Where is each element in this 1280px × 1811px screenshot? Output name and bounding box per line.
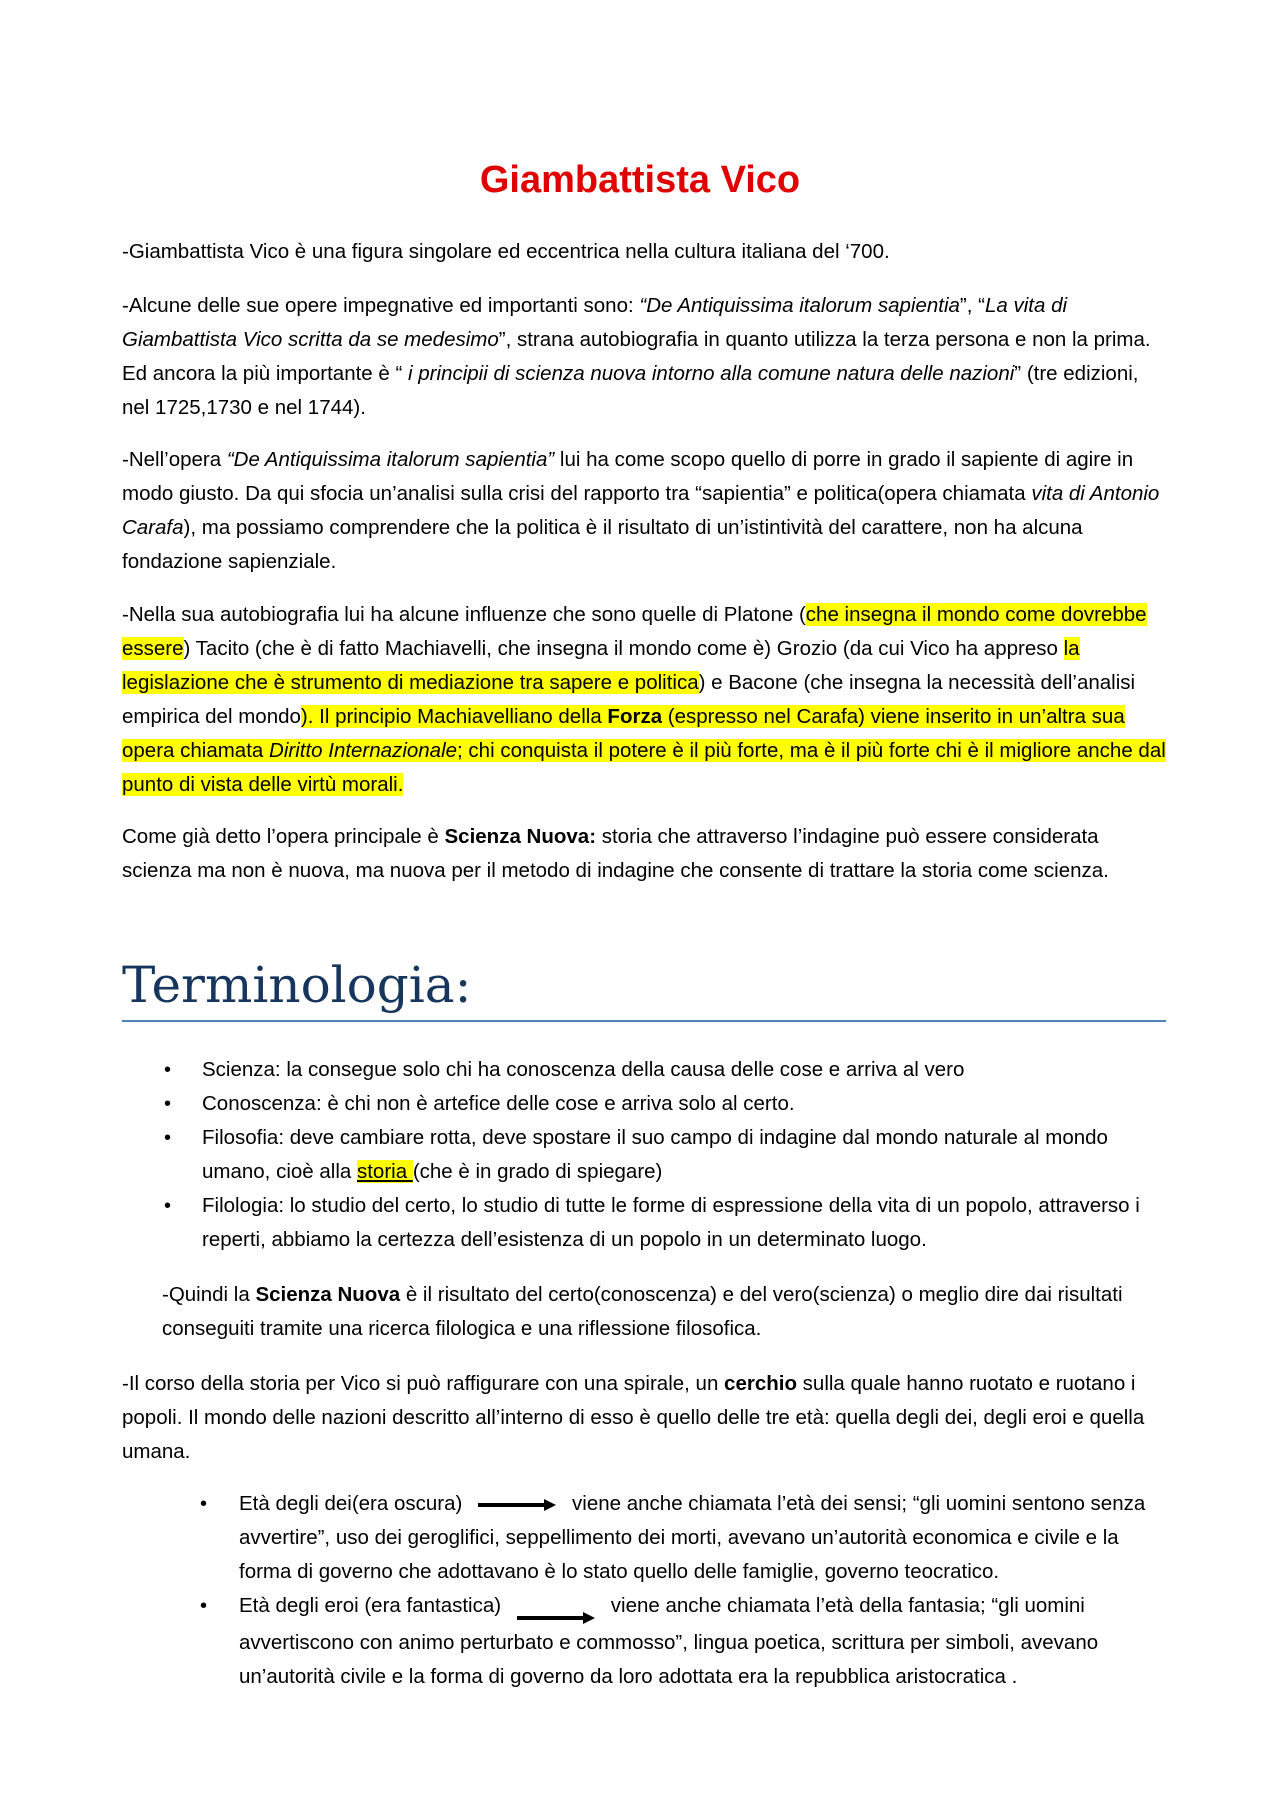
- text-run: ) Tacito (che è di fatto Machiavelli, che insegna il mondo come è) Grozio (da cui Vico ha appreso: [183, 637, 1064, 660]
- terminology-list: [122, 1053, 1172, 1257]
- italic-title: “De Antiquissima italorum sapientia: [639, 294, 960, 317]
- list-item: [122, 1087, 1172, 1121]
- highlighted-italic-text: Diritto Internazionale: [269, 739, 458, 762]
- list-item: [122, 1589, 1172, 1694]
- highlighted-text: che insegna il mondo come dovrebbe essere: [122, 603, 1147, 660]
- list-item-text: Filologia: lo studio del certo, lo studio di tutte le forme di espressione della vita di un popolo, attraverso i reperti, abbiamo la certezza dell’esistenza di un popolo in un determinato luogo.: [202, 1194, 1140, 1251]
- text-run: -Nell’opera: [122, 448, 227, 471]
- bold-text: Scienza Nuova: [255, 1283, 401, 1306]
- italic-title: La vita di Giambattista Vico scritta da se medesimo: [122, 294, 1068, 351]
- age-label: Età degli eroi (era fantastica): [239, 1594, 502, 1617]
- italic-title: i principii di scienza nuova intorno alla comune natura delle nazioni: [408, 362, 1015, 385]
- text-run: -Nella sua autobiografia lui ha alcune influenze che sono quelle di Platone (: [122, 603, 806, 626]
- age-label: Età degli dei(era oscura): [239, 1492, 463, 1515]
- text-run: lui ha come scopo quello di porre in grado il sapiente di agire in modo giusto. Da qui sfocia un’analisi sulla crisi del rapporto tra “sapientia” e politica(opera chiamata: [122, 448, 1134, 505]
- paragraph-intro: [122, 235, 1167, 269]
- section-heading: Terminologia:: [122, 956, 472, 1014]
- list-item-text: (che è in grado di spiegare): [412, 1160, 663, 1183]
- highlighted-bold-text: Forza: [607, 705, 663, 728]
- paragraph-conclusion: [162, 1278, 1167, 1346]
- bullet-icon: •: [164, 1195, 172, 1217]
- ages-list: [122, 1487, 1172, 1694]
- italic-title: “De Antiquissima italorum sapientia”: [226, 448, 555, 471]
- list-item-text: Scienza: la consegue solo chi ha conoscenza della causa delle cose e arriva al vero: [202, 1058, 965, 1081]
- arrow-right-icon: [515, 1596, 597, 1626]
- bullet-icon: •: [200, 1493, 208, 1515]
- text-run: -Alcune delle sue opere impegnative ed importanti sono:: [122, 294, 640, 317]
- highlighted-text: ). Il principio Machiavelliano della: [300, 705, 608, 728]
- list-item: [122, 1121, 1172, 1189]
- bullet-icon: •: [164, 1093, 172, 1115]
- arrow-right-icon: [476, 1497, 558, 1513]
- paragraph-antiquissima: [122, 443, 1167, 579]
- bullet-icon: •: [164, 1127, 172, 1149]
- list-item: [122, 1487, 1172, 1589]
- heading-underline: [122, 1020, 1166, 1022]
- text-run: ”, strana autobiografia in quanto utilizza la terza persona e non la prima. Ed ancora la più importante è “: [122, 328, 1151, 385]
- paragraph-works: [122, 289, 1167, 425]
- list-item: [122, 1189, 1172, 1257]
- list-item-text: Conoscenza: è chi non è artefice delle cose e arriva solo al certo.: [202, 1092, 795, 1115]
- paragraph-history-course: [122, 1367, 1167, 1469]
- text-run: ”, “: [959, 294, 985, 317]
- age-description: viene anche chiamata l’età della fantasia; “gli uomini avvertiscono con animo perturbato e commosso”, lingua poetica, scrittura per simboli, avevano un’autorità civile e la forma di governo da loro adottata era la repubblica aristocratica .: [239, 1594, 1099, 1688]
- bold-text: cerchio: [724, 1372, 797, 1395]
- document-title: Giambattista Vico: [479, 159, 801, 201]
- text-run: ” (tre edizioni, nel 1725,1730 e nel 1744).: [122, 362, 1139, 419]
- text-run: sulla quale hanno ruotato e ruotano i popoli. Il mondo delle nazioni descritto all’interno di esso è quello delle tre età: quella degli dei, degli eroi e quella umana.: [122, 1372, 1145, 1463]
- paragraph-scienza-nuova: [122, 820, 1167, 888]
- text-run: è il risultato del certo(conoscenza) e del vero(scienza) o meglio dire dai risultati conseguiti tramite una ricerca filologica e una riflessione filosofica.: [162, 1283, 1123, 1340]
- text-run: -Quindi la: [162, 1283, 256, 1306]
- list-item-text: Filosofia: deve cambiare rotta, deve spostare il suo campo di indagine dal mondo naturale al mondo umano, cioè alla: [202, 1126, 1108, 1183]
- text-run: ) e Bacone (che insegna la necessità dell’analisi empirica del mondo: [122, 671, 1136, 728]
- text-run: storia che attraverso l’indagine può essere considerata scienza ma non è nuova, ma nuova per il metodo di indagine che consente di trattare la storia come scienza.: [122, 825, 1109, 882]
- age-description: viene anche chiamata l’età dei sensi; “gli uomini sentono senza avvertire”, uso dei geroglifici, seppellimento dei morti, avevano un’autorità economica e civile e la forma di governo che adottavano è lo stato quello delle famiglie, governo teocratico.: [239, 1492, 1146, 1583]
- list-item: [122, 1053, 1172, 1087]
- bullet-icon: •: [200, 1595, 208, 1617]
- bold-text: Scienza Nuova:: [444, 825, 597, 848]
- italic-title: vita di Antonio Carafa: [122, 482, 1160, 539]
- text-run: Come già detto l’opera principale è: [122, 825, 445, 848]
- highlighted-text: (espresso nel Carafa) viene inserito in un’altra sua opera chiamata: [122, 705, 1125, 762]
- highlighted-text: la legislazione che è strumento di mediazione tra sapere e politica: [122, 637, 1080, 694]
- text-run: ), ma possiamo comprendere che la politica è il risultato di un’istintività del carattere, non ha alcuna fondazione sapienziale.: [122, 516, 1083, 573]
- highlighted-text: ; chi conquista il potere è il più forte, ma è il più forte chi è il migliore anche dal punto di vista delle virtù morali.: [122, 739, 1166, 796]
- paragraph-influences: [122, 598, 1167, 802]
- intro-text: -Giambattista Vico è una figura singolare ed eccentrica nella cultura italiana del ‘700.: [122, 240, 890, 263]
- text-run: -Il corso della storia per Vico si può raffigurare con una spirale, un: [122, 1372, 725, 1395]
- highlighted-underlined-text: storia: [356, 1160, 413, 1183]
- bullet-icon: •: [164, 1059, 172, 1081]
